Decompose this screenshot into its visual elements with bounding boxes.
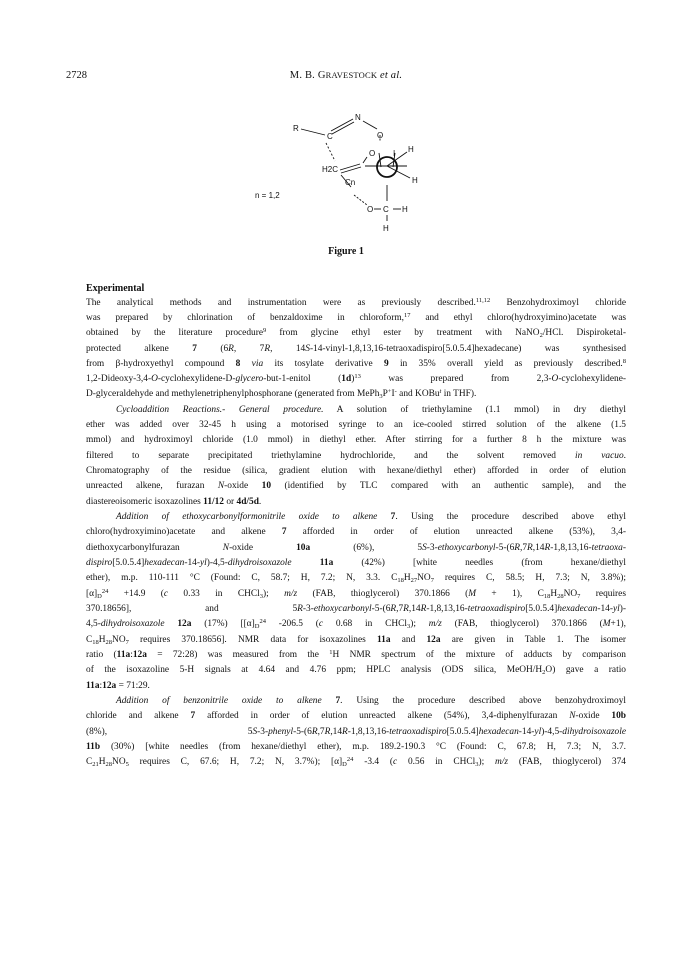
text-line: mmol) and hydroximoyl chloride (1.0 mmol) in diethyl ether. After stirring for a further 8 h the mixture was <box>86 435 626 445</box>
section-heading: Experimental <box>86 283 145 294</box>
figure-caption: Figure 1 <box>328 246 364 257</box>
text-line: (8%), 5S-3-phenyl-5-(6R,7R,14R-1,8,13,16-tetraoxadispiro[5.0.5.4]hexadecan-14-yl)-4,5-dihydroisoxazole <box>86 727 626 737</box>
text-line: ether), m.p. 110-111 °C (Found: C, 58.7; H, 7.2; N, 3.3. $C_{18}H_{27}NO_7$ requires C, 58.5; H, 7.3; N, 3.8%); <box>86 573 627 584</box>
text-line: $C_{21}H_{28}NO_5$ requires C, 67.6; H, 7.2; N, 3.7%); $[\alpha]_D^{24}$ -3.4 (c 0.56 in CHCl$_3$); m/z (FAB, thioglycerol) 374 <box>86 756 626 768</box>
text-line: unreacted alkene, furazan N-oxide 10 (identified by TLC compared with an authentic sample), and the <box>86 481 626 491</box>
text-line: $C_{18}H_{28}NO_7$ requires 370.18656]. NMR data for isoxazolines 11a and 12a are given in Table 1. The isomer <box>86 635 626 646</box>
figure-label-o-ring: O <box>377 131 384 140</box>
text-line: 4,5-dihydroisoxazole 12a (17%) [$[\alpha]_D^{24}$ -206.5 (c 0.68 in CHCl$_3$); m/z (FAB, thioglycerol) 370.1866 (M+1), <box>86 618 626 630</box>
running-head: M. B. GRAVESTOCK et al. <box>289 70 403 81</box>
figure-label-n: N <box>355 113 361 122</box>
figure-label-h-upper: H <box>408 145 414 154</box>
text-line: 11b (30%) [white needles (from hexane/diethyl ether), m.p. 189.2-190.3 °C (Found: C, 67.8; H, 7.3; N, 3.7. <box>86 742 626 752</box>
figure-label-h-bottom: H <box>383 224 389 233</box>
text-line: chloro(hydroxyimino)acetate and alkene 7 afforded in order of elution unreacted alkene (53%), 3,4- <box>86 527 626 537</box>
figure-label-i: I <box>393 149 396 158</box>
text-line: from β-hydroxyethyl compound 8 via its tosylate derivative 9 in 35% overall yield as previously described.$^8$ <box>86 358 627 369</box>
text-line: 370.18656], and 5R-3-ethoxycarbonyl-5-(6R,7R,14R-1,8,13,16-tetraoxadispiro[5.0.5.4]hexadecan-14-yl)- <box>86 604 626 614</box>
text-line: obtained by the literature procedure$^9$ from glycine ethyl ester by treatment with NaNO$_2$/HCl. Dispiroketal- <box>86 327 626 339</box>
figure-label-o-ketal: O <box>369 149 376 158</box>
text-line: protected alkene 7 (6R, 7R, 14S-14-vinyl-1,8,13,16-tetraoxadispiro[5.0.5.4]hexadecane) was synthesised <box>86 344 627 354</box>
figure-1-structure <box>255 105 455 240</box>
text-line: 11a:12a = 71:29. <box>86 681 150 691</box>
text-line: diastereoisomeric isoxazolines 11/12 or 4d/5d. <box>86 497 262 507</box>
text-line: ether was added over 32-45 h using a motorised syringe to an ice-cooled stirred solution of the alkene (1.5 <box>86 420 626 430</box>
text-line: was prepared by chlorination of benzaldoxime in chloroform,$^{17}$ and ethyl chloro(hydroxyimino)acetate was <box>86 312 626 323</box>
figure-label-h2c: H2C <box>322 165 339 174</box>
text-line: The analytical methods and instrumentation were as previously described.$^{11,12}$ Benzohydroximoyl chloride <box>86 297 626 308</box>
text-line: Addition of ethoxycarbonylformonitrile oxide to alkene 7. Using the procedure described above ethyl <box>116 512 626 522</box>
figure-label-cn: Cn <box>345 178 356 187</box>
figure-label-o-bottom: O <box>367 205 374 214</box>
text-line: 1,2-Dideoxy-3,4-O-cyclohexylidene-D-glycero-but-1-enitol $(1d)^{13}$ was prepared from 2,3-O-cyclohexylidene- <box>86 373 626 384</box>
text-line: dispiro[5.0.5.4]hexadecan-14-yl)-4,5-dihydroisoxazole 11a (42%) [white needles (from hexane/diethyl <box>86 558 626 568</box>
figure-label-c-bottom: C <box>383 205 389 214</box>
text-line: $[\alpha]_D^{24} +14.9$ (c 0.33 in CHCl$_3$); m/z (FAB, thioglycerol) 370.1866 (M + 1), $C_{18}H_{28}NO_7$ requires <box>86 588 626 600</box>
figure-label-h-bottom-right: H <box>402 205 408 214</box>
figure-label-h-right: H <box>412 176 418 185</box>
text-line: Addition of benzonitrile oxide to alkene 7. Using the procedure described above benzohydroximoyl <box>116 696 626 706</box>
figure-label-r: R <box>293 124 299 133</box>
text-line: Chromatography of the residue (silica, gradient elution with hexane/diethyl ether) afforded in order of elution <box>86 466 626 476</box>
text-line: chloride and alkene 7 afforded in order of elution unreacted alkene (54%), 3,4-diphenylfurazan N-oxide 10b <box>86 711 627 721</box>
text-line: ratio (11a:12a = 72:28) was measured from the $^1$H NMR spectrum of the mixture of adducts by comparison <box>86 649 626 660</box>
figure-label-n-range: n = 1,2 <box>255 191 280 200</box>
text-line: filtered to separate precipitated triethylamine hydrochloride, and the solvent removed in vacuo. <box>86 451 626 461</box>
text-line: diethoxycarbonylfurazan N-oxide 10a (6%), 5S-3-ethoxycarbonyl-5-(6R,7R,14R-1,8,13,16-tetraoxa- <box>86 543 626 553</box>
text-line: Cycloaddition Reactions.- General procedure. A solution of triethylamine (1.1 mmol) in dry diethyl <box>116 405 627 415</box>
figure-label-c: C <box>327 132 333 141</box>
text-line: of the isoxazoline 5-H signals at 4.64 and 4.76 ppm; HPLC analysis (ODS silica, MeOH/$H_2O$) gave a ratio <box>86 665 626 676</box>
text-line: D-glyceraldehyde and methylenetriphenylphosphorane (generated from MePh$_3$P+I- and KOBu$^t$ in THF). <box>86 388 477 400</box>
page-number: 2728 <box>66 70 87 81</box>
